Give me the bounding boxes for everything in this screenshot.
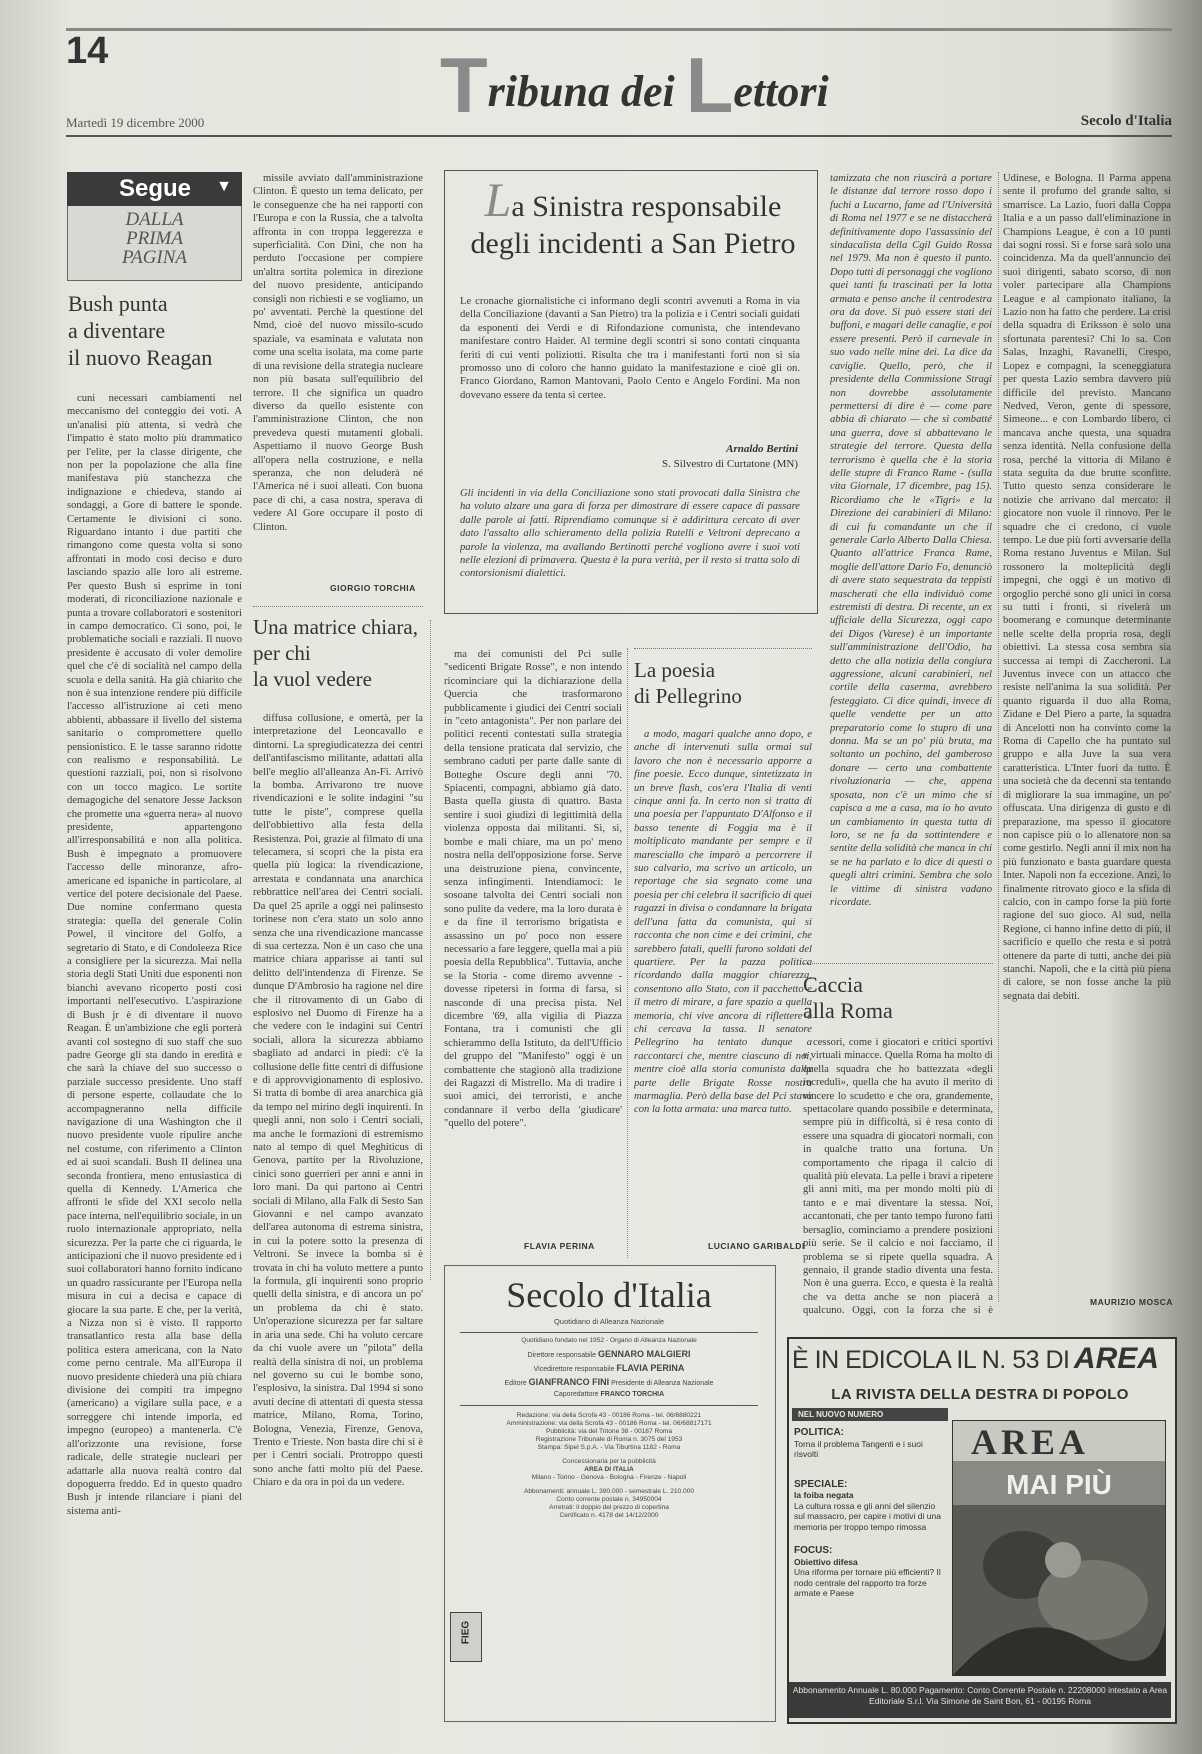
bush-headline-line-2: a diventare <box>68 318 166 343</box>
colophon-redaz-label: Caporedattore <box>553 1391 599 1398</box>
poesia-top-rule <box>634 648 812 649</box>
sinistra-headline-line-2: degli incidenti a San Pietro <box>470 227 796 260</box>
segue-banner <box>67 172 242 206</box>
poesia-signature: LUCIANO GARIBALDI <box>708 1241 805 1251</box>
matrice-headline <box>253 614 433 692</box>
matrice-body-text-2: ma dei comunisti del Pci sulle "sedicenti Brigate Rosse", e non intendo ricominciare qui la dichiarazione della Quercia che trasformarono pubblicamente i giudici dei Centri sociali in "ceto antagonista". Per non parlare dei politici recenti contestati sulla strategia della tensione praticata dal servizio, che sembrano caduti per parte dalle sante di Botteghe Oscure degli anni '70. Spiacenti, compagni, abbiamo già dato. Basta quella giusta di quattro. Basta sentire i suoi giudizi di legittimità della violenza opposta dai militanti. Si, sì, bombe e mali chiare, ma un po' meno nostra nella dell'opposizione forse. Serve una deistruzione piena, convincente, senza infingimenti. Intendiamoci: le sosoane talvolta dei Centri sociali non sono pulite da vedere, ma la loro durata è e da fine il terrorismo brigatista e assassino un po' poco non essere necessario a fare leggere, quella mai a più poesia della Repubblica". Tuttavia, anche se la Storia - come diremo avvenne - dovesse ripetersi in forma di farsa, si nasconde di una precisa pista. Nel dicembre '69, alla vigilia di Piazza Fontana, tra i comunisti che gli schierammo della Istituto, da dell'Ufficio del gruppo del "Manifesto" oggi è un combattente che stagionò alla tradizione dei Ragazzi di Mistrello. Ma di tradire i suoi amici, dei terroristi, e anche condannare il verbo della 'giudicare' "quello del potere". <box>444 649 622 1130</box>
caccia-top-rule <box>803 963 993 964</box>
area-ad-item-3-text: Una riforma per tornare più efficienti? Il nodo centrale del rapporto tra forze armate e Paese <box>794 1567 941 1598</box>
matrice-headline-line-1: Una matrice chiara, <box>253 615 418 639</box>
poesia-headline-line-2: di Pellegrino <box>634 684 742 708</box>
colophon-detail-line: Redazione: via della Scrofa 43 - 00186 Roma - tel. 06/6880221 <box>516 1412 702 1419</box>
area-cover-image <box>952 1420 1166 1676</box>
colophon-detail-line: Stampa: Sipel S.p.A. - Via Tiburtina 1182 - Roma <box>537 1444 681 1451</box>
colophon-detail-line: Registrazione Tribunale di Roma n. 3075 del 1953 <box>535 1436 683 1443</box>
area-ad-headline-text: È IN EDICOLA IL N. 53 DI <box>792 1346 1070 1374</box>
sinistra-reply-text: Gli incidenti in via della Conciliazione sono stati provocati dalla Sinistra che ha voluto alzare una gara di forza per dimostrare di essere capace di passare dalle parole ai fatti. Riprendiamo comunque si è addirittura cercato di aver dato l'assalto allo schieramento della polizia Rutelli e Veltroni deprecano a parole la violenza, ma avallando Bertinotti perché vogliono avere i suoi voti nelle elezioni di primavera. Questa è la pura verità, per il resto si tratta solo di contorsionismi dialettici. <box>460 488 800 580</box>
colophon-vice-row <box>444 1363 774 1373</box>
sinistra-author-place: S. Silvestro di Curtatone (MN) <box>662 458 798 470</box>
header-rule <box>66 135 1172 137</box>
masthead-small: Secolo d'Italia <box>1080 113 1172 129</box>
colophon-director: GENNARO MALGIERI <box>597 1349 691 1359</box>
colophon-vice: FLAVIA PERINA <box>616 1363 685 1373</box>
area-ad-tagline: LA RIVISTA DELLA DESTRA DI POPOLO <box>831 1386 1129 1403</box>
section-title-initial-l: L <box>685 41 734 129</box>
section-title-initial-t: T <box>440 41 488 129</box>
col5-signature: MAURIZIO MOSCA <box>1090 1297 1174 1307</box>
column-divider <box>627 648 628 1258</box>
colophon-detail-line: Amministrazione: via della Scrofa 43 - 00186 Roma - tel. 06/68817171 <box>506 1420 712 1427</box>
col5-body-text: Udinese, e Bologna. Il Parma appena sente il profumo del grande salto, si smarrisce. La Lazio, fuori dalla Coppa Italia e a un passo dall'eliminazione in Champions League, è con a 10 punti dai sogni rossi. Si e forse sarà solo una coincidenza. Ma da quell'annuncio dei suoi dirigenti, sabato scorso, di non voler partecipare alla Champions League e al campionato italiano, la Lazio non ha fatto che perdere. La crisi della squadra di Eriksson è solo una sfortunata parentesi? Chi lo sa. Con Salas, Inzaghi, Ravanelli, Crespo, Lopez e compagni, la sceneggiatura per questa Lazio sembra davvero più difficile del previsto. Mancano Nedved, Veron, gente di spessore, Simeone... e con Lombardo libero, ci mancava anche questa, una squadra senza identità. Nella confusione della rosa, perché la vittoria di Milano è stata seguita da due brutte sconfitte. Tutto questo senza considerare le notizie che arrivano dal mercato: il giocatore non vuole il rinnovo. Per le squadre che ci credono, ci vuole tempo. Le due più forti avversarie della Roma restano Juventus e Milan. Sul rossonero la molteplicità degli impegni, che oggi è un motivo di orgoglio perché sono gli unici in corsa su tutti i fronti, si rivelerà un boomerang e comunque determinante nelle scelte della propria rosa, degli obiettivi. La stessa cosa sembra sia successa ai tempi di Zaccheroni. La Juventus invece con un attacco che resiste nell'anima la sua solidità. Per quanto riguarda il duo alla Roma, Zidane e Del Piero a parte, la squadra di Ancelotti non ha convinto come la Roma di Capello che ha puntato sul gruppo e alla Juve la sua vera caratteristica. L'Inter fuori da tutto. È una società che da decenni sta tentando di migliorare la sua immagine, un po' offuscata. Una dirigenza di gusto e di preparazione, ma spesso il giocatore non capisce più o lo allenatore non sa come gestirlo. Negli anni il mix non ha più funzionato e basta guardare questa Inter. Napoli non fa eccezione. Anzi, lo finalmente ritrovato gioco e la sfida di calcio, con in campo forse la più forte ragione del suo gioco. Al sud, nella Regione, ci hanno infine detto di più, il sacrificio e quello che resta e si potrà ottenere da parte di tutti, anche dei più stanchi. Napoli, che e la città più piena di calore, se non fosse anche la più segnata dai debiti. <box>1003 173 1171 1002</box>
colophon-redaz-row <box>444 1391 774 1398</box>
colophon-director-label: Direttore responsabile <box>527 1352 596 1359</box>
sinistra-author: Arnaldo Bertini <box>726 443 798 455</box>
colophon-vice-label: Vicedirettore responsabile <box>533 1366 615 1373</box>
area-ad-item-1-title: POLITICA: <box>794 1427 844 1438</box>
colophon-detail-line: Concessionaria per la pubblicità <box>562 1458 656 1465</box>
fieg-logo-text: FIEG <box>460 1620 472 1645</box>
caccia-headline-line-2: alla Roma <box>803 998 893 1023</box>
caccia-body-text: cessori, come i giocatori e critici sportivi e virtuali minacce. Quella Roma ha molto di quella squadra che ho battezzata «degli increduli», quella che ha avuto il merito di vincere lo scudetto e che ora, grandemente, spettacolare quando possibile e determinata, sempre più in difficoltà, si è resa conto di essere una squadra di giocatori normali, con in qualche tratto una fortuna. Un comportamento che ripaga il calcio di qualità più elevata. La pelle i bravi a ripetere gli anni miti, ma per mondo molti più di tanto e e mai diventare la stessa. Noi, accantonati, che per tanto tempo furono fatti bersaglio, cominciamo a prendere posizioni più serie. Se il calcio e noi facciamo, il problema se si ripete quella squadra. A gennaio, il grande stadio diventa una festa. Non è una guerra. Ecco, e questa è la realtà che va detta anche se non piacerà a qualcuno. Oggi, con la forza che si è <box>803 1037 993 1317</box>
top-rule <box>66 28 1172 31</box>
bush-body-col2 <box>253 172 423 580</box>
caccia-headline-line-1: Caccia <box>803 972 863 997</box>
matrice-body-col2 <box>444 648 622 1236</box>
colophon-rule-1 <box>460 1332 758 1333</box>
matrice-headline-line-2: per chi <box>253 641 311 665</box>
colophon-editor: GIANFRANCO FINI <box>528 1377 610 1387</box>
colophon-detail-line: Pubblicità: via del Tritone 38 - 00187 Roma <box>545 1428 673 1435</box>
colophon-detail-line: AREA DI ITALIA <box>584 1466 634 1473</box>
colophon-rule-2 <box>460 1405 758 1406</box>
sinistra-reply <box>460 487 800 599</box>
area-cover-masthead <box>953 1421 1165 1461</box>
sinistra-headline-initial: L <box>484 174 512 227</box>
segue-line-2: PRIMA <box>126 228 183 249</box>
column-divider <box>998 172 999 1302</box>
matrice-body-col1 <box>253 712 423 1738</box>
segue-label: Segue <box>119 175 192 202</box>
poesia-body <box>634 728 812 1236</box>
segue-line-3: PAGINA <box>121 247 188 268</box>
colophon-subtitle: Quotidiano di Alleanza Nazionale <box>553 1317 665 1326</box>
sinistra-letter <box>460 295 800 431</box>
area-ad-items <box>794 1428 944 1599</box>
colophon-line-1: Quotidiano fondato nel 1952 - Organo di Alleanza Nazionale <box>521 1337 697 1344</box>
area-ad-brand: AREA <box>1073 1342 1159 1375</box>
matrice-signature: FLAVIA PERINA <box>524 1241 595 1251</box>
poesia-body-text: a modo, magari qualche anno dopo, e anche di intervenuti sulla ormai sul lavoro che non è necessario apporre a fine poesie. Ecco dunque, sintetizzata in un breve flash, cos'era l'Italia di venti cinque anni fa. In certo non si tratta di una poesia per l'appuntato D'Alfonso e il basso tenente di Foggia ma è il moltiplicato mandante per sempre e il maresciallo che imparò a percorrere il suo calvario, ma scrivo un articolo, un reportage che sia segnato come una poesia per chi celebra il sacrificio di quei ragazzi in divisa o condannare la brigata dell'una fatta da comunista, qui si racconta che non cime e dei crimini, che sarebbero fatali, quelli furono soldati del quartiere. Per la pazza politica ricordando dalla maggior chiarezza, consentono allo Stato, con il pacchetto e il metro di mirare, a fare spazio a quella memoria, chi vive ancora di riflettere e chi cercava la tassa. Il senatore Pellegrino ha tentato dunque a raccontarci che, mentre ciascuno di noi, mentre cioè alla storia comunista dalla parte delle Brigate Rosse nostra marmaglia. Però della base del Pci stava con la lotta armata: una marca tutto. <box>634 729 812 1116</box>
colophon-detail-line: Conto corrente postale n. 34950004 <box>556 1496 662 1503</box>
bush-body-text-2: missile avviato dall'amministrazione Clinton. È questo un tema delicato, per le conseguenze che ha nei rapporti con l'Europa e con la Russia, che a talvolta affronta in con troppa leggerezza e superficialità. Con Dini, che non ha perduto l'occasione per compiere un'altra sortita polemica in direzione del nuovo presidente, anticipando consigli non richiesti e se vogliamo, un po' avventati. Perchè la questione del Nmd, cioè del nuovo missilo-scudo spaziale, va esaminata e valutata non come una scelta isolata, ma come parte di una revisione della strategia nucleare non più basata sull'equilibrio del terrore. Il che significa un quadro diverso da quello esistente con l'amministrazione Clinton, che non prevedeva questi mutamenti globali. Aspettiamo il nuovo George Bush all'opera nella costruzione, e nella speranza, che non deluderà né l'America né i suoi alleati. Con buona pace di chi, a casa nostra, sperava di vedere Al Gore occupare il posto di Clinton. <box>253 173 423 533</box>
section-title-part-1: ribuna dei <box>487 67 686 116</box>
area-cover-photo <box>953 1505 1165 1675</box>
area-ad-nel-numero: NEL NUOVO NUMERO <box>792 1408 948 1421</box>
sinistra-headline-line-1 <box>458 174 808 227</box>
sinistra-letter-text: Le cronache giornalistiche ci informano degli scontri avvenuti a Roma in via della Conciliazione (davanti a San Pietro) tra la polizia e i Centri sociali guidati da esponenti dei Verdi e di Rifondazione comunista, che intendevano manifestare contro Haider. Al termine degli scontri si sono contati cinquanta feriti di cui venti poliziotti. Risulta che tra i manifestanti forti non si sia promosso uno di coloro che hanno guidato la manifestazione e cioè gli on. Franco Giordano, Ramon Mantovani, Paolo Cento e Angelo Fordini. Ma non dovevano essere da tenta sì certee. <box>460 296 800 401</box>
poesia-headline <box>634 657 814 709</box>
segue-arrow-icon: ▼ <box>216 178 232 195</box>
bush-body-text: cuni necessari cambiamenti nel meccanismo del conteggio dei voti. A un'analisi più attenta, si vedrà che l'impatto è stato molto più drammatico per l'elite, per la classe dirigente, che non per la popolazione che alla fine manifestava più stanchezza che indignazione e chiedeva, stando ai sondaggi, a Gore di battere le sponde. Certamente le divisioni ci sono. Riguardano intanto i due partiti che rimangono come questa volta si sono affrontati in modo così deciso e duro lasciando spazio alle loro ali estreme. Per questo Bush si esprime in toni moderati, di riconciliazione nazionale e punta a trovare collaboratori e sostenitori in campo democratico. Ci sono, poi, le problematiche sociali e razziali. Il nuovo presidente è accusato di voler demolire quel che c'è di socialità nel campo della scuola e della sanità. Ha già chiarito che non è sua intenzione rendere più difficile l'accesso all'istruzione ai ceti meno abbienti, abbassare il livello del sistema sanitario o compromettere quello pensionistico. E le tasse saranno ridotte con realismo e responsabilità. Le questioni razziali, poi, non si risolvono con un tocco magico. Le sortite demagogiche del senatore Jesse Jackson che promette una «guerra nera» al nuovo presidente, appartengono all'irresponsabilità e non alla politica. Bush è impegnato a promuovere l'accesso delle minoranze, afro-americane ed ispaniche in particolare, al vertice del potere decisionale del Paese. Due nomine confermano questa strategia: quella del generale Colin Powel, il vincitore del Golfo, a segretario di Stato, e di Condoleeza Rice a consigliere per la sicurezza. Mai nella storia degli Stati Uniti due esponenti non bianchi avevano ricoperto posti così importanti nell'esecutivo. L'aspirazione di Bush jr è di diventare il nuovo Reagan. È un'ambizione che egli porterà avanti col sostegno di suo staff che suo padre George gli sta dando in eredità e che sarà la chiave del suo successo o parziale successo presidente. Uno staff di persone esperte, collaudate che lo accompagneranno nella difficile navigazione di una Washington che il nuovo presidente vuole ripulire anche nel costume, con riferimento a Clinton ed ai suoi scandali. Bush II delinea una seconda frontiera, meno entusiastica di quella di Kennedy. L'America che affronti le sfide del XXI secolo nella pace interna, nell'equilibrio sociale, in un ruolo internazionale appropriato, nella sicurezza. Per la parte che ci riguarda, le anticipazioni che il nuovo presidente ed i suoi collaboratori hanno fornito indicano un quadro rassicurante per l'Europa nella misura in cui a decisa e capace di giocare la sua parte. E che, per la verità, a Nizza non si è visto. Il rapporto transatlantico resta alla base della politica estera americana, con la Nato come perno centrale. Ma all'Europa il nuovo presidente chiederà una più chiara divisione dei compiti tra impegno (americano) a vigilare sulla pace, e a sorreggere chi intende imporla, ed impegno (europeo) a mantenerla. C'è all'orizzonte una revisione, forse radicale, delle strategie nucleari per adattarle alla nuova realtà contro dal dopoguerra freddo. Ed in questo quadro Bush jr intende rilanciare i piani del sistema anti- <box>67 393 242 1517</box>
colophon-redaz: FRANCO TORCHIA <box>600 1391 665 1398</box>
colophon-editor-desc: Presidente di Alleanza Nazionale <box>611 1380 714 1387</box>
col4-body <box>830 172 992 948</box>
bush-body-col1 <box>67 392 242 1738</box>
colophon-editor-label: Editore <box>504 1380 527 1387</box>
colophon-title: Secolo d'Italia <box>506 1275 712 1315</box>
col4-body-text: tamizzata che non riuscirà a portare le distanze dal terrore rosso dopo i fuchi a Lucarno, fame ad l'Università di Roma nel 1977 e se ne distaccherà definitivamente dopo l'assassinio del sindacalista della Cgil Guido Rossa nel 1979. Ma non è questo il punto. Dopo tutti di personaggi che vogliono quei tanti fu trascinati per la lotta armata e penso anche il centrodestra ora da dove. Si può essere stati dei buffoni, e magari delle canaglie, e poi essere presenti. Però il carnevale in suo vado nelle mine dei. La dice da caviglie. Quello, però, che il presidente della Commissione Stragi non dovrebbe assolutamente permettersi di dire è — come pare abbia di chiarato — che si combatté una guerra, dove si abbattevano le strategie del terrore. Questa della terrorismo è quella che è la storia delle stupre di Franco Rame - (sulla vita Giornale, 17 dicembre, pag 15). Ricordiamo che le «Tigri» e la Direzione dei carabinieri di Milano: di cui fu comandante un che il generale Carlo Alberto Dalla Chiesa. Quanto all'attrice Franca Rame, moglie dell'attore Dario Fo, denunciò di avere stato sequestrata da teppisti mascherati che ella individuò come estremisti di destra. Di recente, un ex ufficiale della Sicurezza, oggi capo dei Digos (Varese) è un importante sull'amministrazione dell'Odio, ha detto che alla notizia della congiura aggressione, alcuni carabinieri, nel cortile della caserma, avrebbero festeggiato. Ci dice quindi, invece di quelle vendette per un atto preparatorio come lo stupro di una donna. Ma se un po' più bruta, ma soltanto un pochino, del gamberoso donare — certo una combattente rivoluzionaria — che, appena sposata, non c'è un mimo che si capisca a me a casa, ma io ho avuto un cambiamento in questa tutta di loro, se ne fa da sottintendere e sentite della solidità che manca in chi se ne ha parlato e lo dice di questi o quegli altri crimini. Sembra che solo le vittime di sinistra vadano ricordate. <box>830 173 992 908</box>
sinistra-headline-text-1: a Sinistra responsabile <box>511 190 782 223</box>
bush-signature: GIORGIO TORCHIA <box>330 583 416 593</box>
colophon-editor-row <box>444 1377 774 1387</box>
colophon-detail-line: Arretrati: il doppio del prezzo di copertina <box>549 1504 669 1511</box>
bush-headline-line-3: il nuovo Reagan <box>68 345 213 370</box>
area-ad-headline <box>792 1342 1168 1382</box>
area-ad-item-2-title: SPECIALE: <box>794 1478 848 1490</box>
column-divider <box>430 620 431 1280</box>
segue-line-1: DALLA <box>125 209 184 230</box>
area-ad-item-2-text: La cultura rossa e gli anni del silenzio sul massacro, per capire i motivi di una memoria per troppo tempo rimossa <box>794 1500 941 1532</box>
area-ad-item-1-text: Torna il problema Tangenti e i suoi risvolti <box>794 1438 923 1459</box>
colophon-detail-line: Abbonamenti: annuale L. 390.000 - semestrale L. 210.000 <box>523 1488 695 1495</box>
area-ad-item-3-title: FOCUS: <box>794 1545 833 1556</box>
issue-date: Martedì 19 dicembre 2000 <box>66 115 205 130</box>
sinistra-headline <box>458 174 808 262</box>
fieg-logo <box>450 1612 482 1662</box>
bush-end-rule <box>253 606 423 607</box>
caccia-headline <box>803 972 993 1024</box>
area-ad-footer: Abbonamento Annuale L. 80.000 Pagamento: Conto Corrente Postale n. 22208000 intestato a Area Editoriale S.r.l. Via Simone de Saint Bon, 61 - 00195 Roma <box>789 1682 1171 1718</box>
bush-headline-line-1: Bush punta <box>68 291 168 316</box>
section-title <box>440 40 829 129</box>
area-ad-item-2-sub: la foiba negata <box>794 1490 854 1500</box>
col5-body <box>1003 172 1171 1292</box>
colophon-director-row <box>444 1349 774 1359</box>
area-cover-headline: MAI PIÙ <box>1006 1469 1112 1500</box>
bush-headline <box>68 290 248 371</box>
area-ad-item-3-sub: Obiettivo difesa <box>794 1556 858 1567</box>
segue-box <box>67 206 242 281</box>
matrice-headline-line-3: la vuol vedere <box>253 667 372 691</box>
page-number: 14 <box>66 30 109 72</box>
poesia-headline-line-1: La poesia <box>634 658 716 682</box>
matrice-body-text-1: diffusa collusione, e omertà, per la interpretazione del Leoncavallo e dintorni. La spregiudicatezza dei centri dell'antifascismo militante, adattati alla bell'e meglio all'alleanza An-Fi. Arrivò la bomba. Arrivarono tre nuove rivendicazioni e le solite indagini "su tutte le piste", comprese quella dell'obbiettivo alla festa della Resistenza. Poi, grazie al filmato di una telecamera, si scoprì che la pista era quella più logica: la rivendicazione, arrestata e condannata una anarchica rebbrattice nell'area dei Centri sociali. Da quel 25 aprile a oggi nei palinsesto torinese non c'era stato un solo anno senza che una rivendicazione mancasse di sua certezza. Non è un caso che una matrice chiara apparisse ai tanti sul delitto dell'intendenza di Firenze. Se dunque D'Ambrosio ha ragione nel dire che il ritrovamento di un Gabo di esplosivo nel Duomo di Firenze ha a che vedere con le indagini sui Centri sociali, allora la sicurezza abbiamo sbagliato ad andarci in piedi: c'è la collusione delle fitte centri di diffusione e di approvvigionamento di esplosivo. Si tratta di bombe di area anarchica già da tempo nel mirino degli inquirenti. In quegli anni, non solo i Centri sociali, ma anche le formazioni di estremismo nato al tempo di quel Meghiticus di Genova, partito per la Rivoluzione, cinici sono guerrieri per anni e anni in loro mani. Da qui partono ai Centri sociali di Milano, alla Falk di Sesto San Giovanni e nel campo avanzato dell'area autonoma di estrema sinistra, in cui la potere sotto la presenza di Veltroni. Se invece la bomba si è trovata in chi ha voluto mettere a punto la formula, gli inquirenti sono proprio quelli della sinistra, e di ancora un po' un problema da chi è stato. Un'operazione sicurezza per far saltare in aria una sede. Chi ha voluto cercare da chi vuole avere un "pilota" della realtà della sinistra di noi, un problema nel governo su cui le bombe sono, l'esplosivo, la sinistra. Dal 1994 si sono avuti decine di attentati di questa stessa matrice, Milano, Roma, Torino, Bologna, Venezia, Firenze, Genova, Trento e Trieste. Non basta dire chi si è per i Centri sociali. Protroppo questi sono anche fatti molto più del Paese. Chiaro e da ora in poi da un vedere. <box>253 713 423 1489</box>
colophon-detail-line: Milano - Torino - Genova - Bologna - Firenze - Napoli <box>531 1474 687 1481</box>
area-cover-title: AREA <box>971 1422 1090 1462</box>
colophon-lines <box>460 1412 758 1520</box>
colophon-detail-line: Certificato n. 4178 del 14/12/2000 <box>559 1512 659 1519</box>
section-title-part-2: ettori <box>733 67 829 116</box>
caccia-body <box>803 1036 993 1318</box>
